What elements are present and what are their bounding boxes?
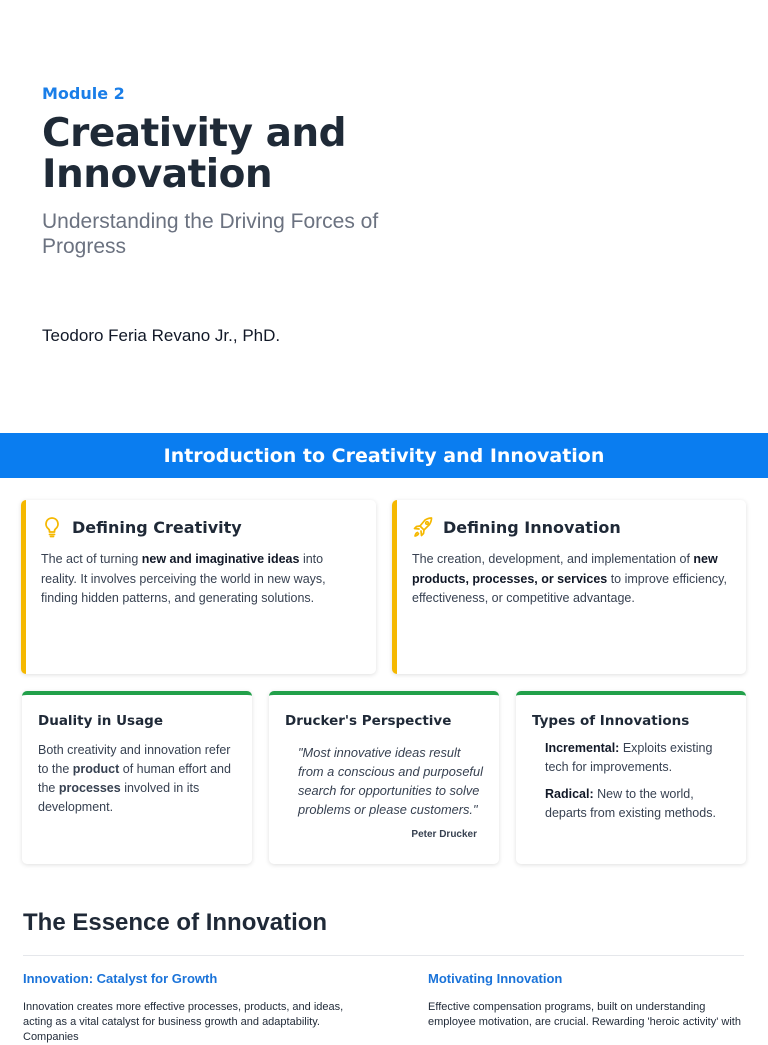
col-heading-growth: Innovation: Catalyst for Growth [23, 971, 218, 986]
banner-title: Introduction to Creativity and Innovation [163, 444, 605, 467]
card-title: Types of Innovations [532, 713, 690, 729]
defining-innovation-card [392, 500, 746, 674]
list-item: Incremental: Exploits existing tech for improvements. [545, 741, 713, 774]
card-title: Drucker's Perspective [285, 713, 452, 729]
drucker-card [269, 691, 499, 864]
card-text: Both creativity and innovation refer to the product of human effort and the processes involved in its development. [38, 743, 231, 814]
quote-author: Peter Drucker [411, 829, 477, 840]
types-card [516, 691, 746, 864]
section-banner [0, 433, 768, 478]
types-list [532, 739, 730, 823]
duality-card [22, 691, 252, 864]
essence-heading: The Essence of Innovation [23, 909, 328, 936]
card-title: Defining Innovation [443, 517, 621, 537]
card-text: The creation, development, and implementation of new products, processes, or services to improve efficiency, effectiveness, or competitive advantage. [412, 552, 727, 605]
lightbulb-icon [41, 516, 63, 538]
page-title: Creativity and Innovation [42, 111, 347, 197]
hero-section [42, 84, 462, 259]
col-text-motivating: Effective compensation programs, built on understanding employee motivation, are crucial. Rewarding 'heroic activity' with [428, 1001, 741, 1028]
divider [23, 955, 744, 956]
card-title: Defining Creativity [72, 517, 242, 537]
list-item: Radical: New to the world, departs from existing methods. [545, 787, 716, 820]
rocket-icon [412, 516, 434, 538]
defining-creativity-card [21, 500, 376, 674]
module-label: Module 2 [42, 84, 125, 103]
author-name: Teodoro Feria Revano Jr., PhD. [42, 326, 281, 345]
col-text-growth: Innovation creates more effective processes, products, and ideas, acting as a vital catalyst for business growth and adaptability. Companies [23, 1001, 344, 1043]
page-subtitle: Understanding the Driving Forces of Progress [42, 210, 379, 258]
drucker-quote: "Most innovative ideas result from a conscious and purposeful search for opportunities to solve problems or please customers." [298, 745, 483, 817]
card-text: The act of turning new and imaginative ideas into reality. It involves perceiving the world in new ways, finding hidden patterns, and generating solutions. [41, 552, 326, 605]
card-title: Duality in Usage [38, 713, 164, 729]
col-heading-motivating: Motivating Innovation [428, 971, 563, 986]
